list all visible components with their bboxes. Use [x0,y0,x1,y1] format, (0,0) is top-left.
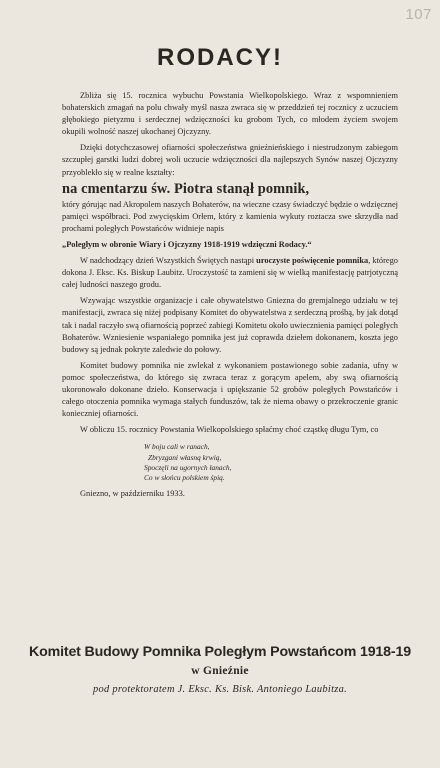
appeal-body [62,90,398,500]
poem-line: Zbryzgani własną krwią, [148,452,222,462]
monument-headline: na cmentarzu św. Piotra stanął pomnik, [62,180,310,197]
poem-verse [144,442,398,483]
consecration-text-b: , którego dokona J. Eksc. Ks. Biskup Laubitz. Uroczystość ta zamieni się w wielką manifestację patrjotyczną całej ludności naszego grodu. [62,256,398,290]
monument-inscription: „Poległym w obronie Wiary i Ojczyzny 1918-1919 wdzięczni Rodacy.“ [62,239,312,249]
paragraph-call: Wzywając wszystkie organizacje i całe obywatelstwo Gniezna do gremjalnego udziału w tej manifestacji, zwraca się niżej podpisany Komitet do obywatelstwa z serdeczną prośbą, by jak dotąd tak i nadal raczyło swą ofiarnością poprzeć zabiegi Komitetu około uwiecznienia pamięci poległych Bohaterów. Wzniesienie wspaniałego pomnika jest już coprawda dziełem dokonanem, koszta jego budowy są jednak pokryte zaledwie do połowy. [62,296,398,354]
consecration-text-a: W nadchodzący dzień Wszystkich Świętych nastąpi [80,256,257,266]
paragraph-closing: W obliczu 15. rocznicy Powstania Wielkopolskiego spłaćmy choć cząstkę długu Tym, co [80,425,379,435]
poem-line: W boju cali w ranach, [144,442,210,452]
page-number: 107 [405,6,432,23]
paragraph-gratitude: Dzięki dotychczasowej ofiarności społeczeństwa gnieźnieńskiego i niestrudzonym zabiegom szczupłej garstki ludzi dobrej woli uczucie wdzięczności dla najlepszych Synów naszej Ojczyzny przyoblekło się w realne kształty: [62,143,398,177]
poem-line: Spoczęli na ugornych łanach, [144,462,232,472]
poster-title: RODACY! [157,44,283,71]
paragraph-intro: Zbliża się 15. rocznica wybuchu Powstania Wielkopolskiego. Wraz z wspomnieniem bohaterskich zmagań na polu chwały myśl nasza zwraca się w przeddzień tej rocznicy z uczuciem głębokiego pietyzmu i serdecznej wdzięczności ku grobom Tych, co młodem życiem swojem okupili wolność naszej ukochanej Ojczyzny. [62,91,398,137]
paragraph-consecration [62,255,398,291]
patronage-line: pod protektoratem J. Eksc. Ks. Bisk. Antoniego Laubitza. [92,684,348,695]
paragraph-committee-work: Komitet budowy pomnika nie zwlekał z wykonaniem postawionego sobie zadania, ufny w pomoc społeczeństwa, do którego się zwraca teraz z gorącym apelem, aby swą ofiarnością ukoronowało dokonane dzieło. Konserwacja i upiększanie 52 grobów poległych Powstańców i całego otoczenia pomnika wymaga stałych funduszów, tak że niema obawy o przekroczenie granic konieczniej ofiarności. [62,360,398,419]
consecration-bold: uroczyste poświęcenie pomnika [256,256,369,266]
date-line: Gniezno, w październiku 1933. [80,489,185,499]
poem-line: Co w słońcu polskiem śpią. [144,472,225,482]
committee-city: w Gnieźnie [191,665,249,677]
committee-name: Komitet Budowy Pomnika Poległym Powstańcom 1918-19 [29,644,411,660]
monument-description: który górując nad Akropolem naszych Bohaterów, na wieczne czasy świadczyć będzie o wdzięcznej pamięci współbraci. Pod zwycięskim Orłem, który z kamienia wykuty roztacza swe skrzydła nad prochami poległych Powstańców widnieje napis [62,199,398,233]
paragraph-monument [62,199,398,235]
